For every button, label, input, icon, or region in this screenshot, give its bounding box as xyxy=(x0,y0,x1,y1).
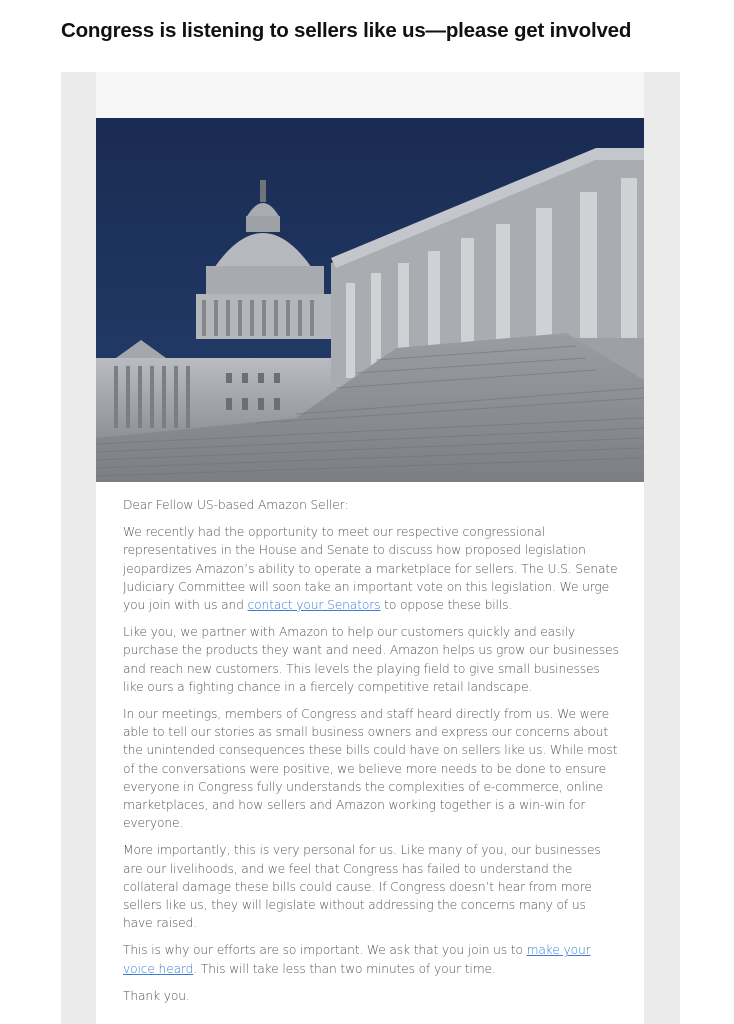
hero-image xyxy=(96,118,644,482)
paragraph-text: We recently had the opportunity to meet our respective congressional representatives in the House and Senate to discuss how proposed legislation jeopardizes Amazon’s ability to operate a marketplace for sellers. The U.S. Senate Judiciary Committee will soon take an important vote on this legislation. We urge you join with us and xyxy=(123,525,618,613)
page-title: Congress is listening to sellers like us—please get involved xyxy=(61,19,632,42)
email-body xyxy=(123,496,619,1014)
paragraph-personal: More importantly, this is very personal for us. Like many of you, our businesses are our livelihoods, and we feel that Congress has failed to understand the collateral damage these bills could cause. If Congress doesn’t hear from more sellers like us, they will legislate without addressing the concerns many of us have raised. xyxy=(123,843,601,931)
paragraph-partner: Like you, we partner with Amazon to help our customers quickly and easily purchase the products they want and need. Amazon helps us grow our businesses and reach new customers. This levels the playing field to give small businesses like ours a fighting chance in a fiercely competitive retail landscape. xyxy=(123,625,619,694)
email-card xyxy=(96,72,644,1024)
email-frame xyxy=(61,72,680,1024)
paragraph-text: . This will take less than two minutes of your time. xyxy=(193,961,496,976)
closing: Thank you. xyxy=(123,988,190,1003)
contact-your-senators-link[interactable]: contact your Senators xyxy=(247,598,381,613)
paragraph-text: This is why our efforts are so important. We ask that you join us to xyxy=(123,943,527,958)
us-capitol-building-image xyxy=(96,118,644,482)
make-your-voice-heard-link[interactable]: make your voice heard xyxy=(123,943,591,976)
paragraph-meetings: In our meetings, members of Congress and staff heard directly from us. We were able to tell our stories as small business owners and express our concerns about the unintended consequences these bills could have on sellers like us. While most of the conversations were positive, we believe more needs to be done to ensure everyone in Congress fully understands the complexities of e-commerce, online marketplaces, and how sellers and Amazon working together is a win-win for everyone. xyxy=(123,707,618,831)
paragraph-senators xyxy=(123,523,619,614)
paragraph-text: to oppose these bills. xyxy=(380,598,513,613)
email-header-strip xyxy=(96,72,644,119)
paragraph-call-to-action xyxy=(123,941,619,977)
greeting: Dear Fellow US-based Amazon Seller: xyxy=(123,498,349,512)
